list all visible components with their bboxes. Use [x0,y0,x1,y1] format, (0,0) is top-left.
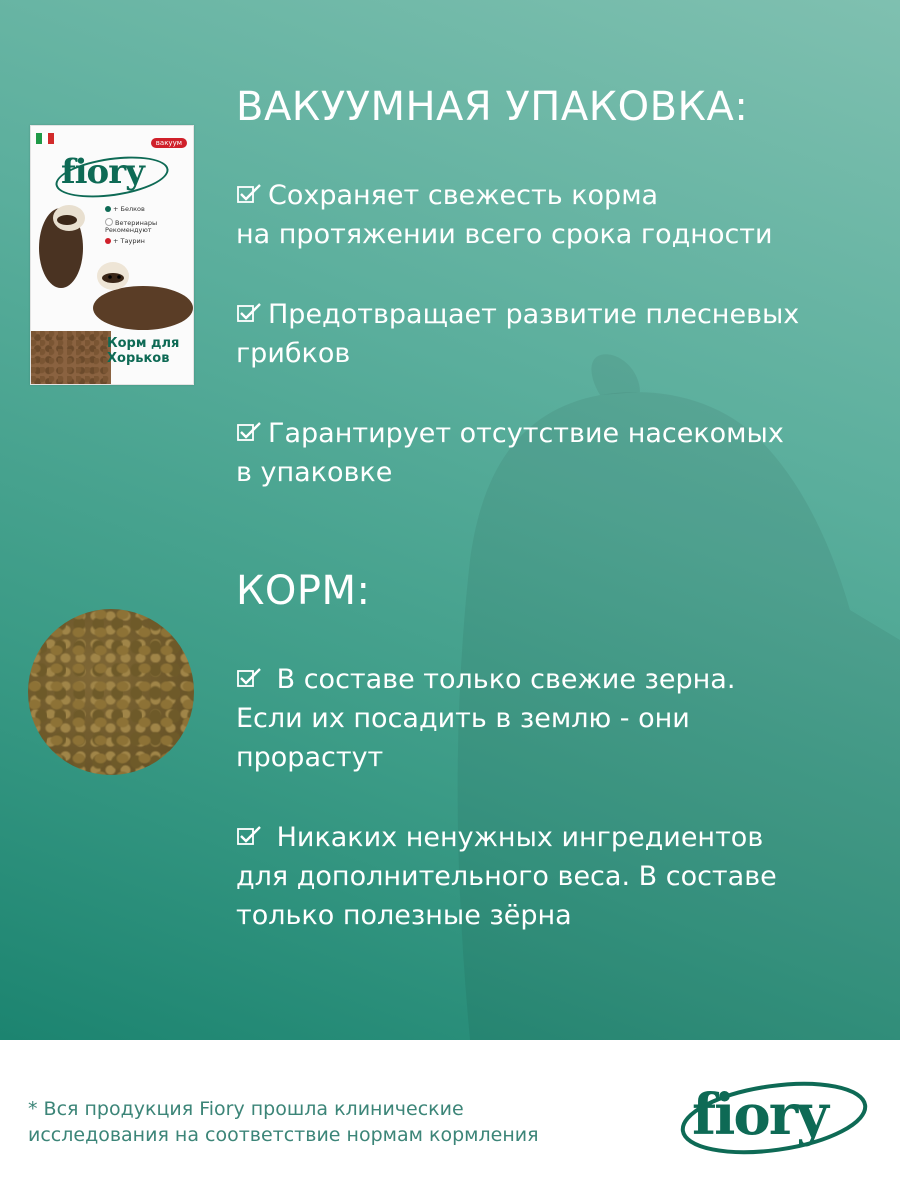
food-title: КОРМ: [236,568,371,614]
footer-disclaimer: * Вся продукция Fiory прошла клинические исследования на соответствие нормам кормления [28,1098,539,1146]
feature-taurine: + Таурин [105,238,145,245]
food-item-1: В составе только свежие зерна. Если их посадить в землю - они прорастут [236,664,736,773]
food-item-2: Никаких ненужных ингредиентов для дополнительного веса. В составе только полезные зёрна [236,822,777,931]
packaging-item-2: Предотвращает развитие плесневых грибков [236,299,800,369]
kibble-photo [28,609,194,775]
checkmark-icon [236,825,262,847]
vacuum-badge: вакуум [151,138,187,148]
checkmark-icon [236,667,262,689]
packaging-title: ВАКУУМНАЯ УПАКОВКА: [236,84,749,130]
checkmark-icon [236,421,262,443]
fiory-logo [676,1068,876,1168]
product-name: Корм для Хорьков [107,336,180,366]
packaging-item-1: Сохраняет свежесть корма на протяжении всего срока годности [236,180,773,250]
checkmark-icon [236,183,262,205]
feature-vets: Ветеринары Рекомендуют [105,219,158,234]
italy-flag-icon [36,133,54,144]
feature-protein: + Белков [105,206,145,213]
checkmark-icon [236,302,262,324]
box-logo: fiory [61,152,144,192]
product-box [30,125,194,385]
box-kibble-image [31,331,111,385]
packaging-item-3: Гарантирует отсутствие насекомых в упаковке [236,418,784,488]
fiory-logo-text: fiory [692,1082,827,1148]
